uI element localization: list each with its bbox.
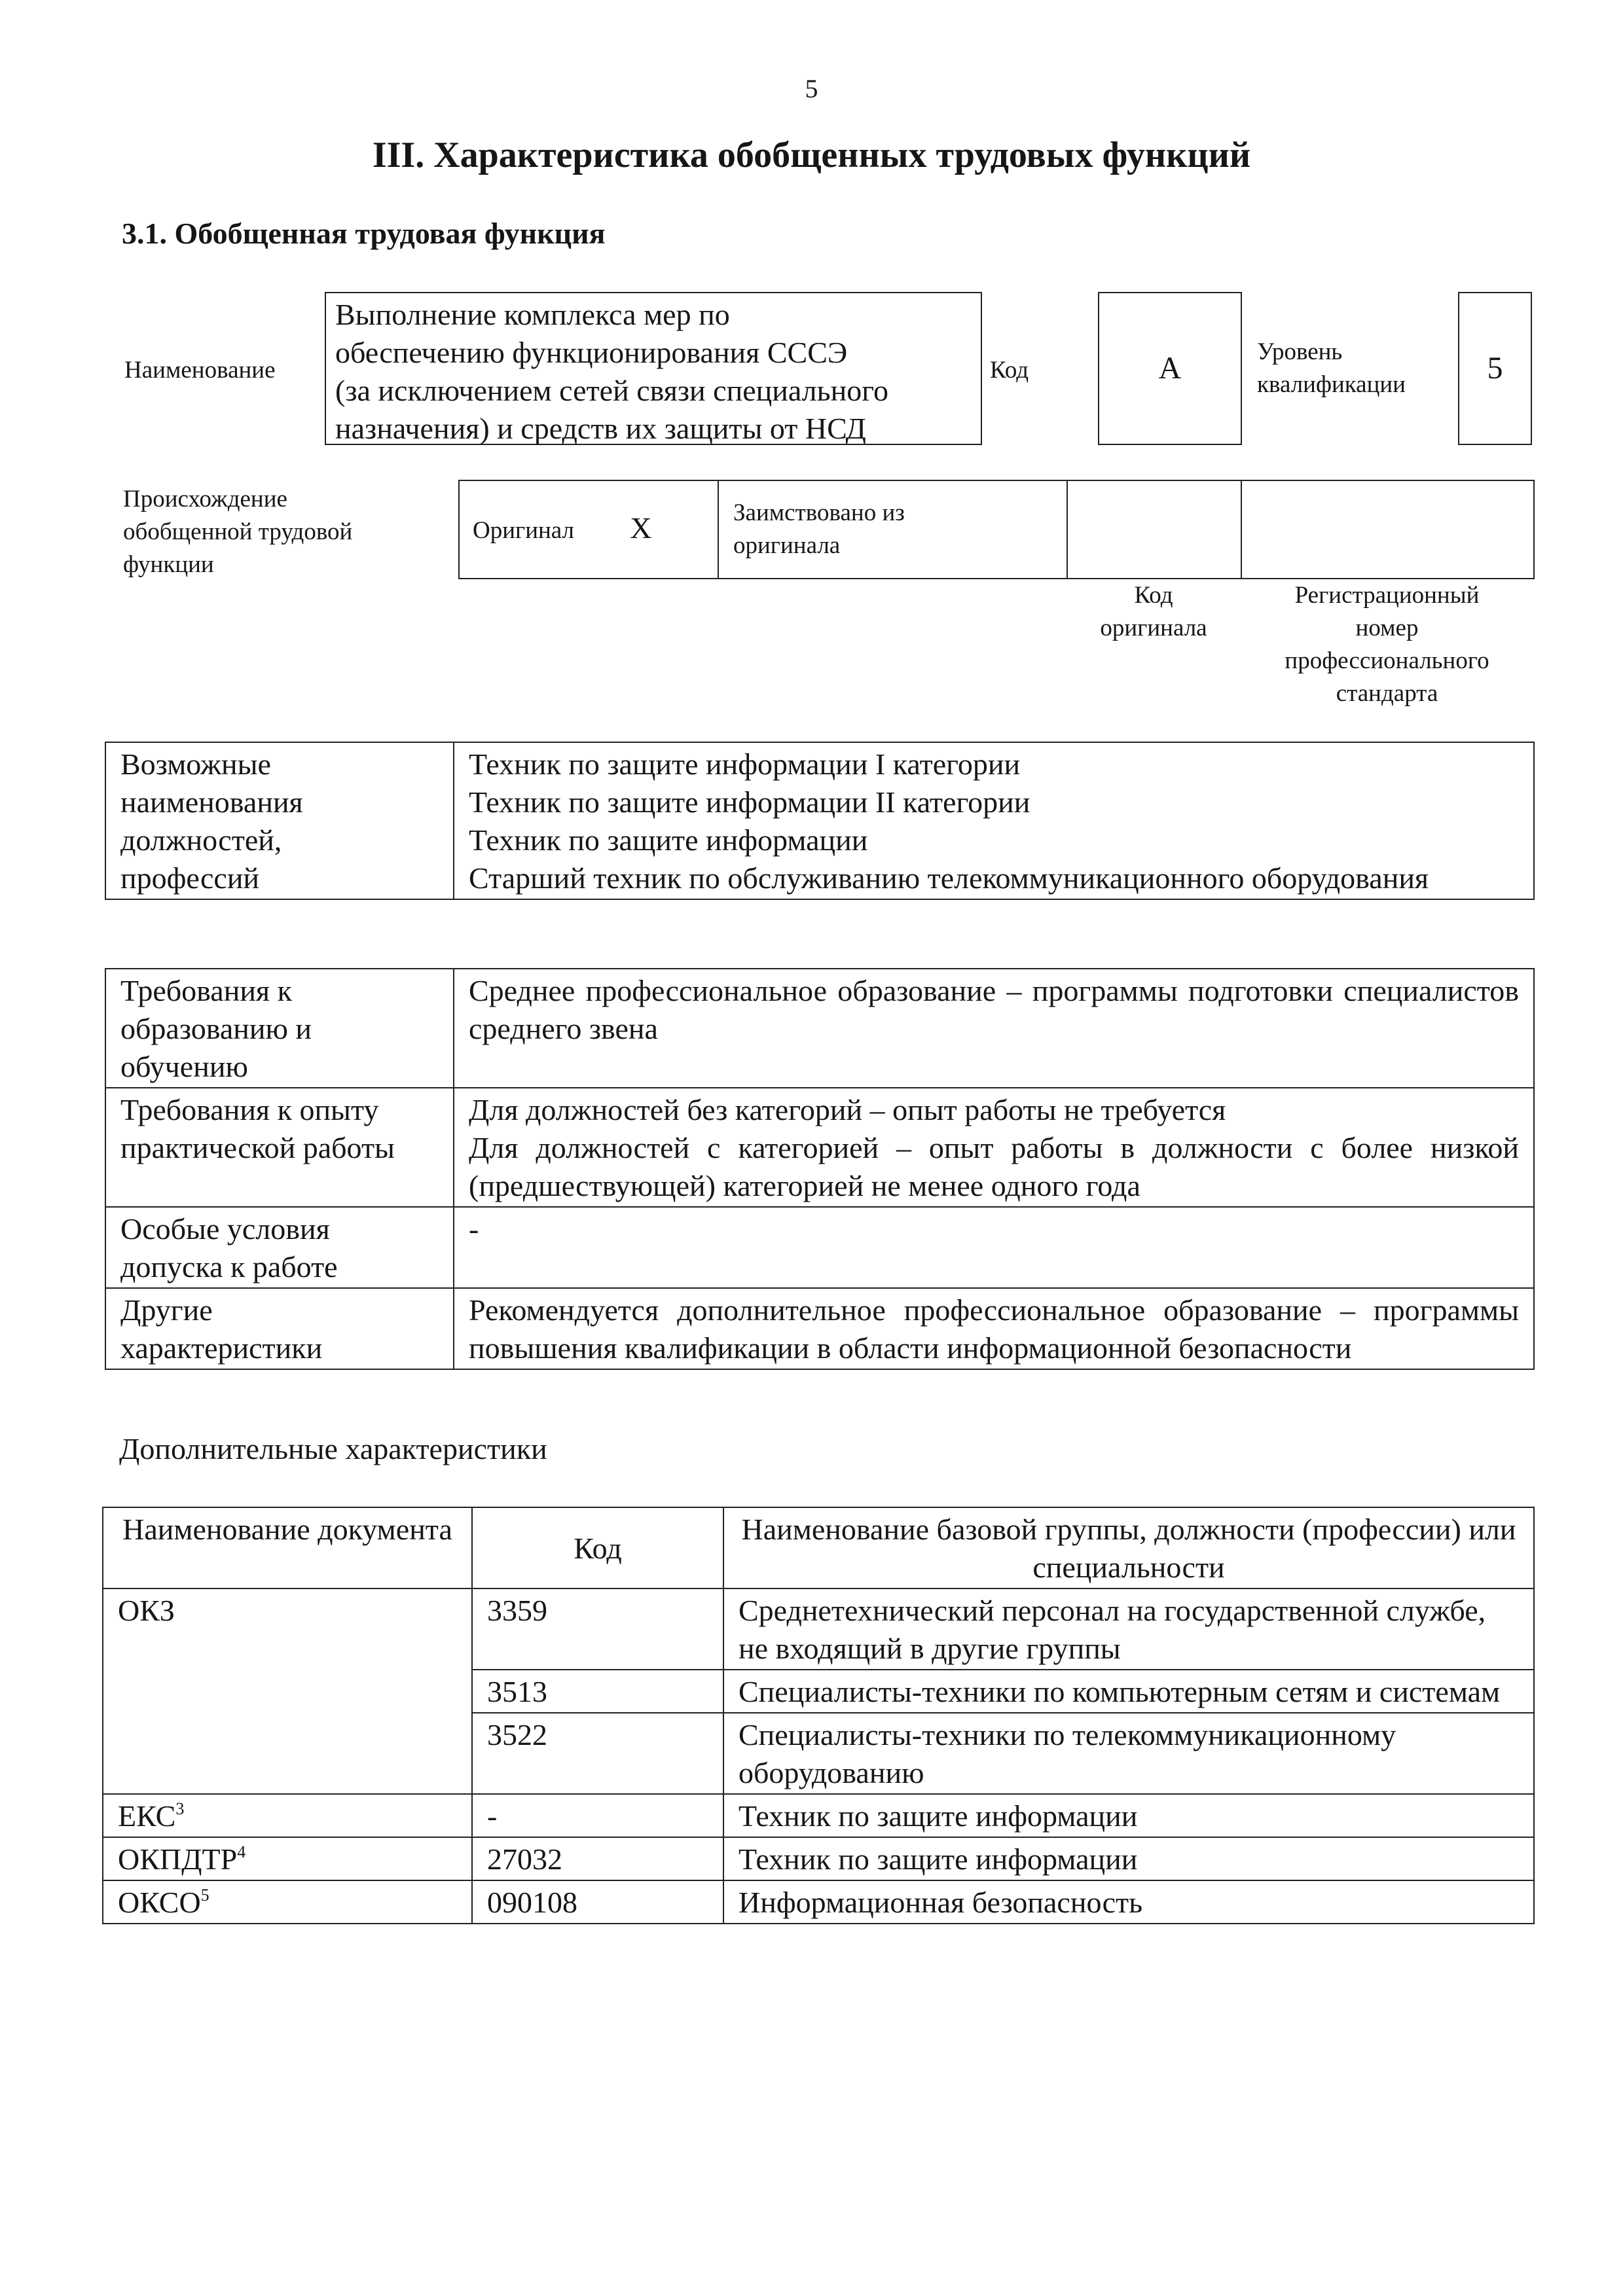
positions-table: [105, 742, 1535, 900]
admission-condition-value: -: [454, 1207, 1534, 1288]
position-item: Старший техник по обслуживанию телекоммуникационного оборудования: [469, 861, 1429, 895]
section-title: III. Характеристика обобщенных трудовых функций: [372, 135, 1251, 175]
table-row: [103, 1837, 1534, 1880]
table-row: [103, 1588, 1534, 1670]
code-value: A: [1158, 351, 1182, 386]
group-name: Информационная безопасность: [723, 1880, 1534, 1924]
footnote-ref: 4: [237, 1842, 246, 1861]
doc-name: ОКЗ: [103, 1588, 472, 1794]
group-name: Техник по защите информации: [723, 1794, 1534, 1837]
footnote-ref: 3: [175, 1799, 185, 1818]
doc-name: ОКСО$^5$: [103, 1880, 472, 1924]
level-value: 5: [1487, 351, 1503, 386]
level-value-box: [1458, 292, 1532, 445]
positions-label-cell: Возможные наименования должностей, профессий: [105, 742, 454, 899]
origin-label: Происхождение обобщенной трудовой функции: [123, 486, 353, 578]
code: 27032: [472, 1837, 723, 1880]
requirement-row-experience: Требования к опыту практической работы Для должностей без категорий – опыт работы не требуется Для должностей с категорией – опыт работы в должности с более низкой (предшествующей) категорией не менее одного года: [105, 1088, 1534, 1207]
position-item: Техник по защите информации: [469, 823, 868, 857]
code: 3513: [472, 1670, 723, 1713]
group-name: Среднетехнический персонал на государственной службе, не входящий в другие группы: [723, 1588, 1534, 1670]
requirement-row-admission: Особые условия допуска к работе -: [105, 1207, 1534, 1288]
column-header: Наименование документа: [103, 1507, 472, 1588]
name-label: Наименование: [124, 357, 276, 384]
education-requirement-value: Среднее профессиональное образование – программы подготовки специалистов среднего звена: [454, 969, 1534, 1088]
table-row: [103, 1794, 1534, 1837]
footnote-ref: 5: [200, 1886, 210, 1905]
positions-list-cell: [454, 742, 1534, 899]
table-header-row: [103, 1507, 1534, 1588]
original-code-caption: Код оригинала: [1100, 582, 1207, 641]
original-label: Оригинал: [473, 517, 575, 544]
level-label: Уровень квалификации: [1257, 338, 1406, 398]
column-header: Наименование базовой группы, должности (профессии) или специальности: [723, 1507, 1534, 1588]
code: 3359: [472, 1588, 723, 1670]
function-name-box: [325, 292, 982, 445]
position-item: Техник по защите информации II категории: [469, 785, 1030, 819]
requirements-table: [105, 968, 1535, 1370]
code: 090108: [472, 1880, 723, 1924]
original-code-cell: [1067, 480, 1241, 579]
group-name: Специалисты-техники по компьютерным сетям и системам: [723, 1670, 1534, 1713]
group-name: Специалисты-техники по телекоммуникационному оборудованию: [723, 1713, 1534, 1794]
function-name-line: назначения) и средств их защиты от НСД: [335, 412, 866, 445]
group-name: Техник по защите информации: [723, 1837, 1534, 1880]
function-name-line: Выполнение комплекса мер по: [335, 298, 730, 331]
extra-title: Дополнительные характеристики: [119, 1432, 547, 1465]
code: 3522: [472, 1713, 723, 1794]
function-name-line: (за исключением сетей связи специального: [335, 374, 888, 407]
page-number: 5: [805, 74, 818, 103]
original-mark: X: [630, 511, 652, 545]
registration-number-cell: [1241, 480, 1534, 579]
position-item: Техник по защите информации I категории: [469, 747, 1021, 781]
doc-name: ЕКС$^3$: [103, 1794, 472, 1837]
origin-table: [458, 480, 1535, 579]
other-characteristics-value: Рекомендуется дополнительное профессиональное образование – программы повышения квалификации в области информационной безопасности: [454, 1288, 1534, 1369]
extra-characteristics-table: [102, 1507, 1535, 1924]
code-label: Код: [990, 357, 1029, 384]
code: -: [472, 1794, 723, 1837]
requirement-row-education: Требования к образованию и обучению Среднее профессиональное образование – программы подготовки специалистов среднего звена: [105, 969, 1534, 1088]
table-row: [103, 1880, 1534, 1924]
function-name-line: обеспечению функционирования СССЭ: [335, 336, 848, 369]
borrowed-cell: Заимствовано из оригинала: [718, 480, 1067, 579]
code-value-box: [1098, 292, 1242, 445]
requirement-row-other: Другие характеристики Рекомендуется дополнительное профессиональное образование – программы повышения квалификации в области информационной безопасности: [105, 1288, 1534, 1369]
original-cell: [459, 480, 718, 579]
doc-name: ОКПДТР$^4$: [103, 1837, 472, 1880]
column-header: Код: [472, 1507, 723, 1588]
subsection-title: 3.1. Обобщенная трудовая функция: [122, 217, 606, 250]
registration-number-caption: Регистрационный номер профессионального стандарта: [1285, 582, 1489, 707]
